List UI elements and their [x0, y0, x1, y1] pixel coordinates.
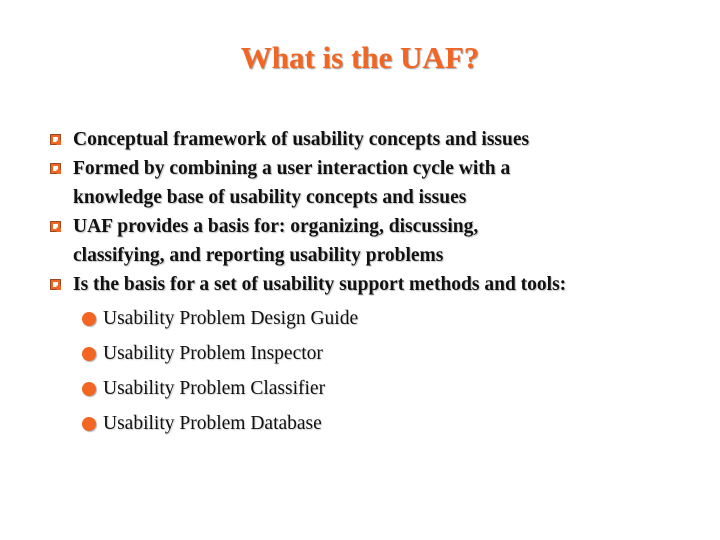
bullet-item — [0, 154, 720, 212]
sub-bullet-item — [0, 406, 720, 441]
round-dot-bullet-icon — [82, 347, 96, 361]
q-box-bullet-icon — [50, 279, 62, 291]
bullet-line: UAF provides a basis for: organizing, discussing, — [73, 216, 479, 237]
bullet-item — [0, 125, 720, 154]
sub-bullet-label: Usability Problem Database — [103, 413, 322, 434]
sub-bullet-list — [0, 301, 720, 441]
sub-bullet-label: Usability Problem Classifier — [103, 378, 326, 399]
bullet-line: Is the basis for a set of usability support methods and tools: — [73, 274, 567, 295]
round-dot-bullet-icon — [82, 382, 96, 396]
sub-bullet-item — [0, 371, 720, 406]
sub-bullet-item — [0, 336, 720, 371]
sub-bullet-label: Usability Problem Inspector — [103, 343, 323, 364]
bullet-item — [0, 212, 720, 270]
q-box-bullet-icon — [50, 221, 62, 233]
round-dot-bullet-icon — [82, 312, 96, 326]
round-dot-bullet-icon — [82, 417, 96, 431]
bullet-list — [0, 125, 720, 441]
sub-bullet-item — [0, 301, 720, 336]
bullet-line: Conceptual framework of usability concepts and issues — [73, 129, 530, 150]
q-box-bullet-icon — [50, 163, 62, 175]
bullet-line: classifying, and reporting usability problems — [73, 245, 444, 266]
bullet-line: Formed by combining a user interaction cycle with a — [73, 158, 511, 179]
sub-bullet-label: Usability Problem Design Guide — [103, 308, 359, 329]
bullet-line: knowledge base of usability concepts and issues — [73, 187, 467, 208]
slide-title: What is the UAF? — [240, 40, 480, 75]
bullet-item — [0, 270, 720, 299]
q-box-bullet-icon — [50, 134, 62, 146]
